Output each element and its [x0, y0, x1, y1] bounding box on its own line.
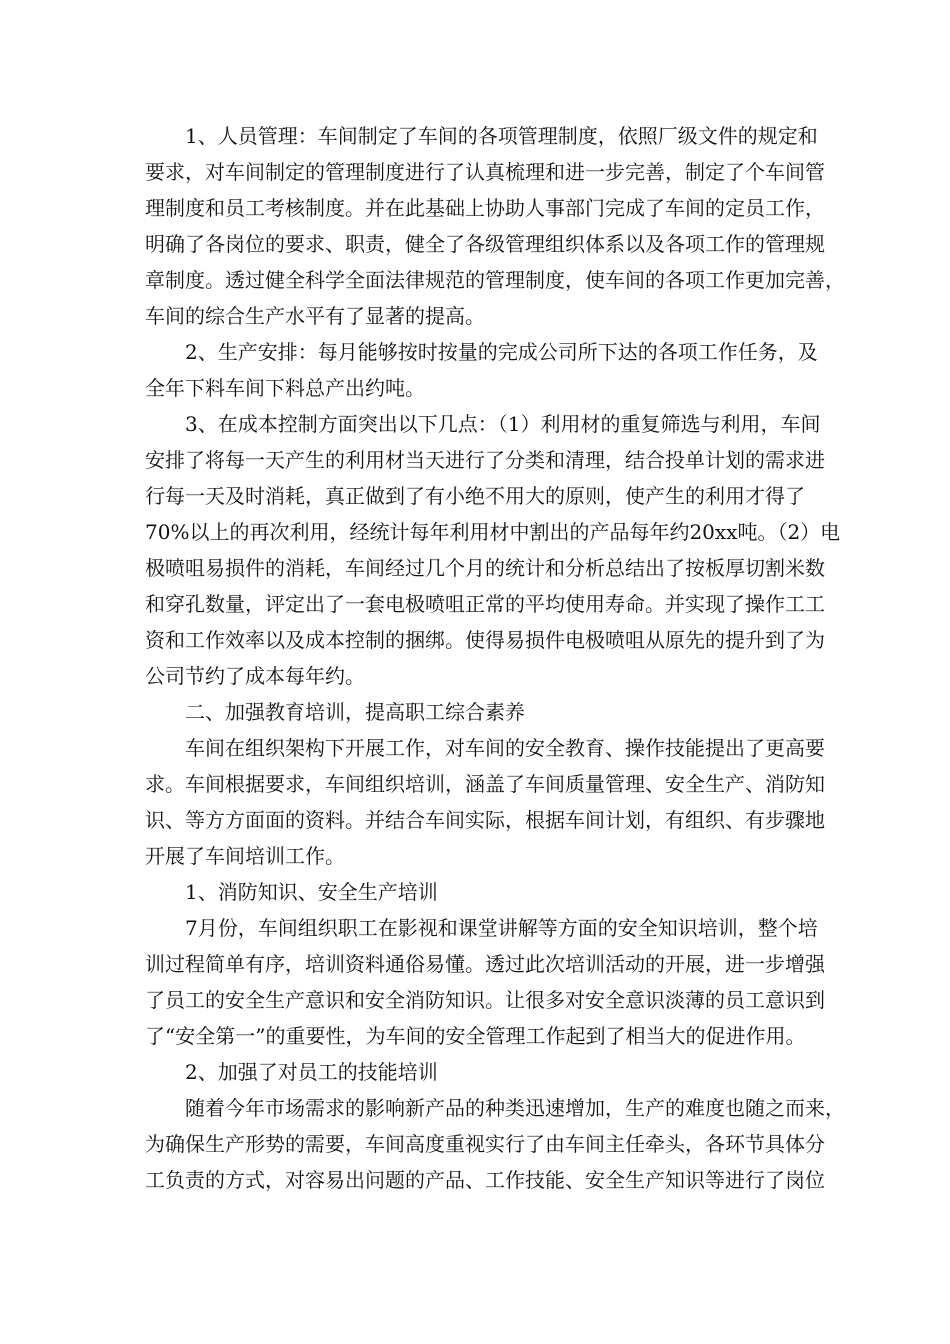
text-line: 章制度。透过健全科学全面法律规范的管理制度，使车间的各项工作更加完善，	[145, 268, 845, 292]
text-line: 工负责的方式，对容易出问题的产品、工作技能、安全生产知识等进行了岗位	[145, 1168, 825, 1192]
text-line: 要求，对车间制定的管理制度进行了认真梳理和进一步完善，制定了个车间管	[145, 160, 825, 184]
text-line: 训过程简单有序，培训资料通俗易懂。透过此次培训活动的开展，进一步增强	[145, 952, 825, 976]
text-line: 车间在组织架构下开展工作，对车间的安全教育、操作技能提出了更高要	[145, 736, 825, 760]
text-line: 公司节约了成本每年约。	[145, 664, 365, 688]
text-line: 和穿孔数量，评定出了一套电极喷咀正常的平均使用寿命。并实现了操作工工	[145, 592, 825, 616]
subsection-heading: 1、消防知识、安全生产培训	[145, 880, 438, 904]
text-line: 识、等方方面面的资料。并结合车间实际，根据车间计划，有组织、有步骤地	[145, 808, 825, 832]
text-line: 理制度和员工考核制度。并在此基础上协助人事部门完成了车间的定员工作，	[145, 196, 825, 220]
text-line: 了员工的安全生产意识和安全消防知识。让很多对安全意识淡薄的员工意识到	[145, 988, 825, 1012]
text-line: 了“安全第一”的重要性，为车间的安全管理工作起到了相当大的促进作用。	[145, 1024, 806, 1048]
text-line: 7月份，车间组织职工在影视和课堂讲解等方面的安全知识培训，整个培	[145, 916, 818, 940]
text-line: 随着今年市场需求的影响新产品的种类迅速增加，生产的难度也随之而来，	[145, 1096, 845, 1120]
text-line: 明确了各岗位的要求、职责，健全了各级管理组织体系以及各项工作的管理规	[145, 232, 825, 256]
text-line: 70%以上的再次利用，经统计每年利用材中割出的产品每年约20xx吨。（2）电	[145, 520, 841, 544]
text-line: 2、生产安排：每月能够按时按量的完成公司所下达的各项工作任务，及	[145, 340, 818, 364]
text-line: 资和工作效率以及成本控制的捆绑。使得易损件电极喷咀从原先的提升到了为	[145, 628, 825, 652]
section-heading: 二、加强教育培训，提高职工综合素养	[145, 700, 525, 724]
text-line: 1、人员管理：车间制定了车间的各项管理制度，依照厂级文件的规定和	[145, 124, 818, 148]
text-line: 3、在成本控制方面突出以下几点：（1）利用材的重复筛选与利用，车间	[145, 412, 821, 436]
text-line: 极喷咀易损件的消耗，车间经过几个月的统计和分析总结出了按板厚切割米数	[145, 556, 825, 580]
text-line: 安排了将每一天产生的利用材当天进行了分类和清理，结合投单计划的需求进	[145, 448, 825, 472]
text-line: 开展了车间培训工作。	[145, 844, 345, 868]
text-line: 全年下料车间下料总产出约吨。	[145, 376, 425, 400]
text-line: 行每一天及时消耗，真正做到了有小绝不用大的原则，使产生的利用才得了	[145, 484, 805, 508]
text-line: 为确保生产形势的需要，车间高度重视实行了由车间主任牵头，各环节具体分	[145, 1132, 825, 1156]
subsection-heading: 2、加强了对员工的技能培训	[145, 1060, 438, 1084]
text-line: 求。车间根据要求，车间组织培训，涵盖了车间质量管理、安全生产、消防知	[145, 772, 825, 796]
text-line: 车间的综合生产水平有了显著的提高。	[145, 304, 485, 328]
